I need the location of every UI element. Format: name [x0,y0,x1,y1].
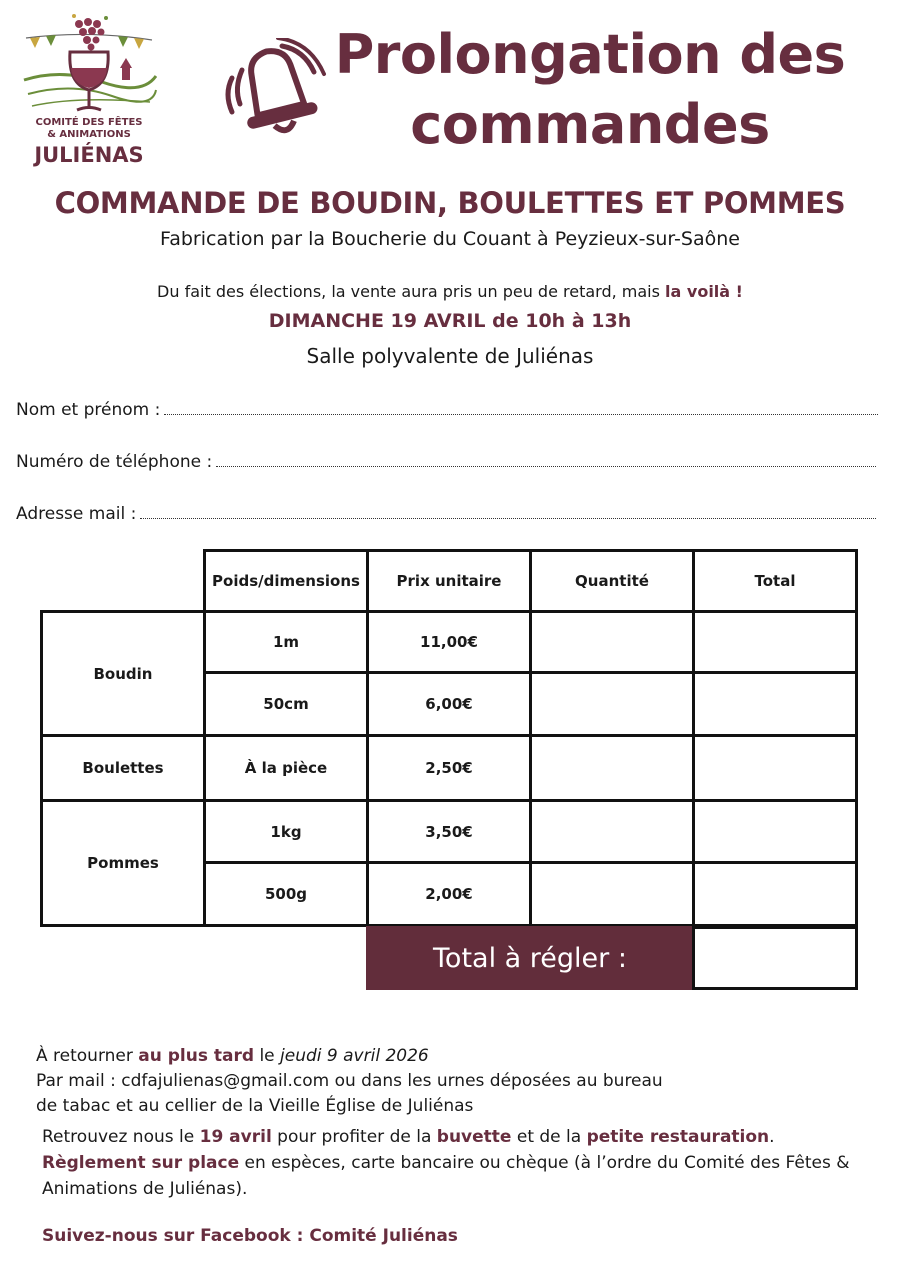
header-total: Total [692,549,858,613]
row-price: 2,50€ [366,734,532,802]
product-boudin: Boudin [40,610,206,737]
row-price: 2,00€ [366,861,532,927]
payment-text: en espèces, carte bancaire ou chèque (à l’ordre du Comité des Fêtes & Animations de Juliénas). [42,1153,850,1199]
title-line-2: commandes [410,93,770,156]
info-text-1: Retrouvez nous le [42,1127,200,1147]
info-food: petite restauration [586,1127,770,1147]
logo [22,10,157,170]
header-price: Prix unitaire [366,549,532,613]
logo-line1: COMITÉ DES FÊTES [35,117,143,128]
phone-dotted-line[interactable] [216,465,876,467]
return-instructions [36,1044,663,1119]
total-cell[interactable] [692,610,858,674]
order-title: COMMANDE DE BOUDIN, BOULETTES ET POMMES [54,186,846,220]
logo-name: JULIÉNAS [34,143,144,167]
facebook-link[interactable]: Suivez-nous sur Facebook : Comité Juliénas [42,1226,458,1246]
name-field[interactable] [16,400,878,420]
payment-strong: Règlement sur place [42,1153,240,1173]
total-cell[interactable] [692,734,858,802]
info-text-3: et de la [511,1127,587,1147]
row-price: 3,50€ [366,799,532,864]
wine-glass-icon [22,10,157,170]
total-cell[interactable] [692,671,858,737]
event-info [42,1124,872,1202]
phone-label: Numéro de téléphone : [16,452,213,472]
quantity-cell[interactable] [529,861,695,927]
name-label: Nom et prénom : [16,400,161,420]
email-label: Adresse mail : [16,504,137,524]
name-dotted-line[interactable] [164,413,878,415]
row-size: 500g [203,861,369,927]
row-price: 6,00€ [366,671,532,737]
product-pommes: Pommes [40,799,206,927]
return-strong: au plus tard [138,1046,255,1066]
event-date: DIMANCHE 19 AVRIL de 10h à 13h [268,310,632,332]
email-dotted-line[interactable] [140,517,876,519]
intro-plain: Du fait des élections, la vente aura pris un peu de retard, mais [157,282,666,301]
quantity-cell[interactable] [529,671,695,737]
venue: Salle polyvalente de Juliénas [306,344,594,368]
row-price: 11,00€ [366,610,532,674]
grand-total-label: Total à régler : [366,926,694,990]
return-mail-line-2: de tabac et au cellier de la Vieille Église de Juliénas [36,1096,474,1116]
grand-total-cell[interactable] [692,926,858,990]
return-deadline: jeudi 9 avril 2026 [280,1046,429,1066]
quantity-cell[interactable] [529,799,695,864]
row-size: 50cm [203,671,369,737]
total-cell[interactable] [692,799,858,864]
header-size: Poids/dimensions [203,549,369,613]
info-bar: buvette [436,1127,512,1147]
intro-text [0,282,900,301]
info-text-2: pour profiter de la [271,1127,437,1147]
row-size: 1kg [203,799,369,864]
page-title [330,20,850,160]
info-text-4: . [769,1127,775,1147]
phone-field[interactable] [16,452,876,472]
product-boulettes: Boulettes [40,734,206,802]
maker-line: Fabrication par la Boucherie du Couant à Peyzieux-sur-Saône [160,228,740,250]
email-field[interactable] [16,504,876,524]
quantity-cell[interactable] [529,734,695,802]
quantity-cell[interactable] [529,610,695,674]
logo-line2: & ANIMATIONS [47,129,131,140]
total-cell[interactable] [692,861,858,927]
row-size: 1m [203,610,369,674]
return-prefix: À retourner [36,1046,139,1066]
intro-strong: la voilà ! [665,282,743,301]
return-mail-line: Par mail : cdfajulienas@gmail.com ou dans les urnes déposées au bureau [36,1071,663,1091]
return-middle: le [254,1046,281,1066]
bell-icon [218,38,336,150]
info-date: 19 avril [199,1127,272,1147]
title-line-1: Prolongation des [334,23,846,86]
row-size: À la pièce [203,734,369,802]
header-quantity: Quantité [529,549,695,613]
